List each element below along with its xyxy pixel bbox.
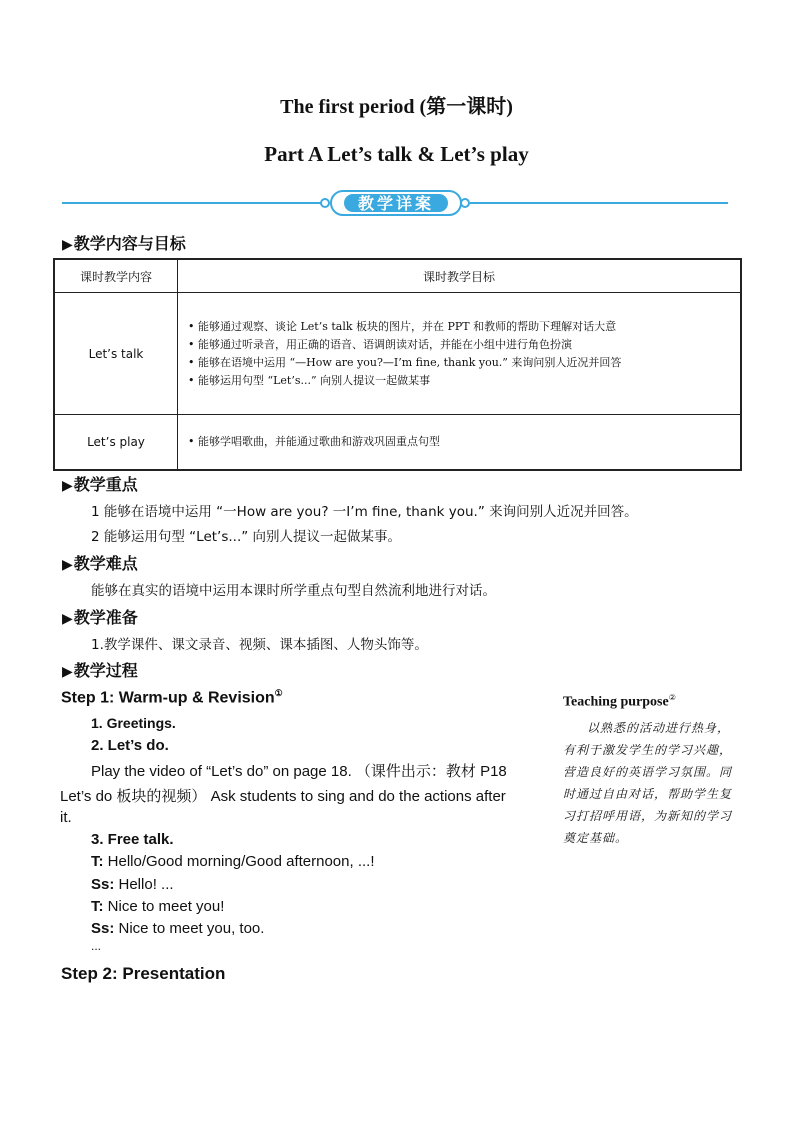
section-heading-content-goals: ▶教学内容与目标 [62,234,186,253]
greetings-heading: 1. Greetings. [91,715,176,731]
table-cell-content: Let’s talk [54,293,178,415]
goal-item: • 能够通过观察、谈论 Let’s talk 板块的图片，并在 PPT 和教师的帮助下理解对话大意 [188,319,617,333]
section-heading-difficulties: ▶教学难点 [62,554,138,573]
banner-line-left [62,202,322,204]
ellipsis: ... [91,939,102,953]
speaker-label: T: [91,898,104,915]
triangle-arrow-icon: ▶ [62,611,73,627]
play-video-line: Let’s do 板块的视频） Ask students to sing and do the actions after [60,788,506,805]
dialogue-text: Nice to meet you! [103,898,225,915]
table-row [54,293,741,415]
teaching-purpose-note [563,693,738,849]
speaker-label: T: [91,853,104,870]
goal-item: • 能够运用句型 “Let’s...” 向别人提议一起做某事 [188,373,431,387]
dialogue-text: Hello/Good morning/Good afternoon, ...! [103,853,375,870]
table-header-cell: 课时教学内容 [54,259,178,293]
triangle-arrow-icon: ▶ [62,478,73,494]
section-heading-key-points: ▶教学重点 [62,475,138,494]
step-2-title: Step 2: Presentation [61,964,226,983]
dialogue-line [91,853,375,870]
goal-item: • 能够通过听录音，用正确的语音、语调朗读对话，并能在小组中进行角色扮演 [188,337,572,351]
footnote-mark: ① [274,688,283,698]
section-heading-process: ▶教学过程 [62,661,138,680]
teaching-purpose-heading: Teaching purpose② [563,693,676,710]
banner-label: 教学详案 [344,194,448,212]
triangle-arrow-icon: ▶ [62,557,73,573]
triangle-arrow-icon: ▶ [62,664,73,680]
banner-pill [330,190,462,216]
table-header-cell: 课时教学目标 [178,259,742,293]
key-point-1: 1 能够在语境中运用 “一How are you? 一I’m fine, thank you.” 来询问别人近况并回答。 [91,504,638,520]
dialogue-line [91,898,224,915]
section-banner [62,190,728,216]
triangle-arrow-icon: ▶ [62,237,73,253]
banner-dot-left [320,198,330,208]
teaching-purpose-text: 以熟悉的活动进行热身，有利于激发学生的学习兴趣，营造良好的英语学习氛围。同时通过自由对话，帮助学生复习打招呼用语，为新知的学习奠定基础。 [563,720,733,845]
table-cell-content: Let’s play [54,415,178,470]
key-point-2: 2 能够运用句型 “Let’s...” 向别人提议一起做某事。 [91,529,402,545]
dialogue-line [91,876,174,893]
difficulty-text: 能够在真实的语境中运用本课时所学重点句型自然流利地进行对话。 [91,583,496,599]
table-cell-goals [178,415,742,470]
free-talk-heading: 3. Free talk. [91,831,174,848]
preparation-text: 1.教学课件、课文录音、视频、课本插图、人物头饰等。 [91,637,428,653]
dialogue-line [91,920,264,937]
goal-item: • 能够学唱歌曲，并能通过歌曲和游戏巩固重点句型 [188,434,440,448]
goal-item: • 能够在语境中运用 “—How are you?—I’m fine, thank you.” 来询问别人近况并回答 [188,355,622,369]
page-title: The first period (第一课时) [280,96,513,118]
banner-line-right [470,202,728,204]
dialogue-text: Nice to meet you, too. [114,920,265,937]
table-cell-goals [178,293,742,415]
speaker-label: Ss: [91,876,115,893]
dialogue-text: Hello! ... [114,876,174,893]
section-heading-preparation: ▶教学准备 [62,608,138,627]
lets-do-heading: 2. Let’s do. [91,737,169,754]
table-row [54,415,741,470]
page-subtitle: Part A Let’s talk & Let’s play [264,142,529,166]
footnote-mark: ② [668,693,676,702]
step-1-title: Step 1: Warm-up & Revision① [61,688,283,707]
table-header-row [54,259,741,293]
play-video-line: it. [60,809,72,826]
goals-table [53,258,742,471]
speaker-label: Ss: [91,920,115,937]
play-video-line: Play the video of “Let’s do” on page 18. （课件出示：教材 P18 [91,763,507,780]
